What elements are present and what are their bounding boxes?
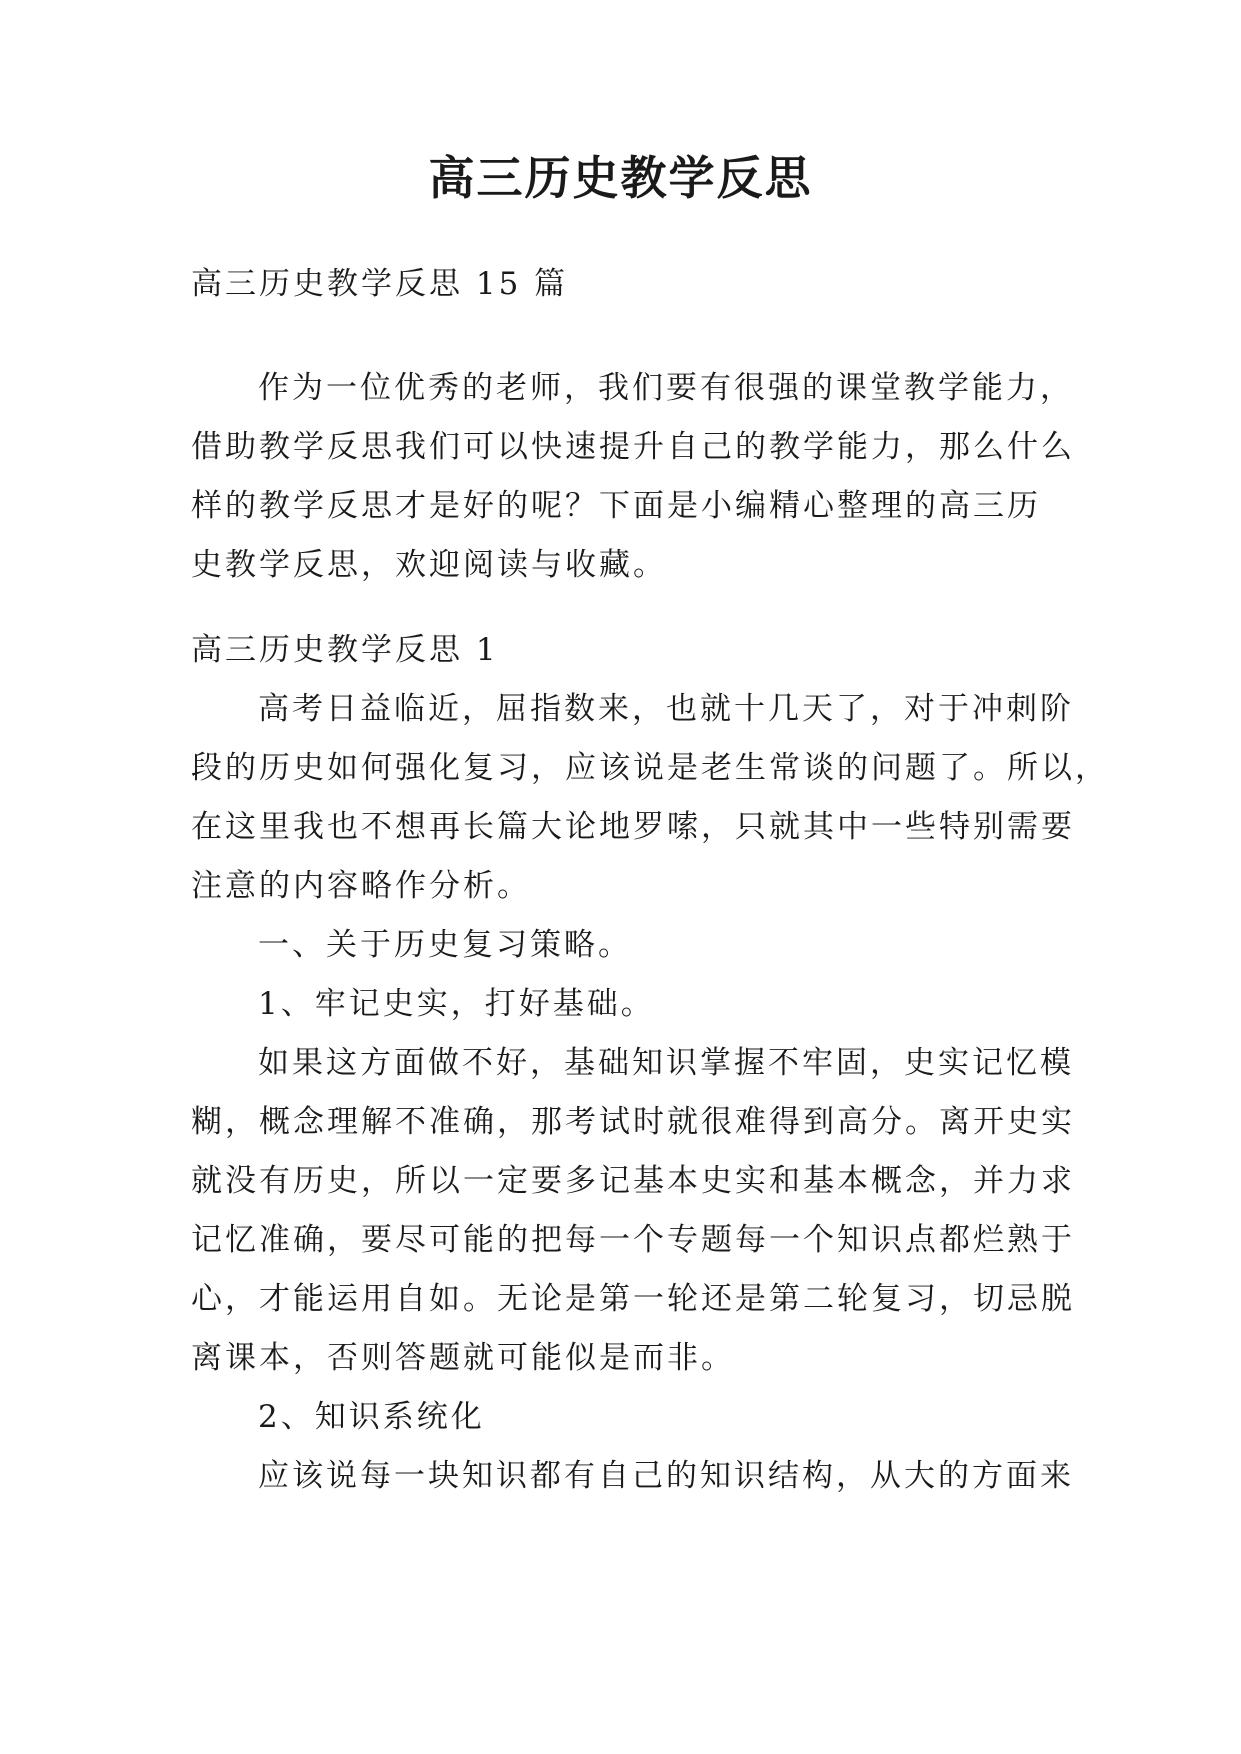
document-title: 高三历史教学反思 bbox=[428, 151, 813, 205]
paragraph-line: 应该说每一块知识都有自己的知识结构，从大的方面来 bbox=[258, 1458, 1074, 1494]
paragraph-line: 高考日益临近，屈指数来，也就十几天了，对于冲刺阶 bbox=[258, 691, 1074, 727]
subheading-line: 2、知识系统化 bbox=[258, 1399, 485, 1435]
paragraph-line: 糊，概念理解不准确，那考试时就很难得到高分。离开史实 bbox=[191, 1104, 1075, 1140]
paragraph-line: 注意的内容略作分析。 bbox=[191, 868, 531, 904]
paragraph-line: 在这里我也不想再长篇大论地罗嗦，只就其中一些特别需要 bbox=[191, 809, 1075, 845]
paragraph-line: 离课本，否则答题就可能似是而非。 bbox=[191, 1340, 735, 1376]
intro-paragraph bbox=[191, 359, 1075, 595]
intro-line: 史教学反思，欢迎阅读与收藏。 bbox=[191, 547, 667, 583]
intro-line: 样的教学反思才是好的呢？下面是小编精心整理的高三历 bbox=[191, 488, 1041, 524]
subheading-line: 1、牢记史实，打好基础。 bbox=[258, 986, 655, 1022]
subtitle-line: 高三历史教学反思 15 篇 bbox=[191, 266, 569, 302]
paragraph-line: 心，才能运用自如。无论是第一轮还是第二轮复习，切忌脱 bbox=[191, 1281, 1075, 1317]
paragraph-line: 段的历史如何强化复习，应该说是老生常谈的问题了。所以， bbox=[191, 750, 1109, 786]
section-heading: 高三历史教学反思 1 bbox=[191, 632, 499, 668]
document-subtitle bbox=[191, 255, 1053, 314]
subheading-line: 一、关于历史复习策略。 bbox=[258, 927, 632, 963]
intro-line: 作为一位优秀的老师，我们要有很强的课堂教学能力， bbox=[258, 370, 1074, 406]
paragraph-line: 记忆准确，要尽可能的把每一个专题每一个知识点都烂熟于 bbox=[191, 1222, 1075, 1258]
paragraph-line: 如果这方面做不好，基础知识掌握不牢固，史实记忆模 bbox=[258, 1045, 1074, 1081]
paragraph-line: 就没有历史，所以一定要多记基本史实和基本概念，并力求 bbox=[191, 1163, 1075, 1199]
section-1 bbox=[191, 621, 1109, 1506]
intro-line: 借助教学反思我们可以快速提升自己的教学能力，那么什么 bbox=[191, 429, 1075, 465]
